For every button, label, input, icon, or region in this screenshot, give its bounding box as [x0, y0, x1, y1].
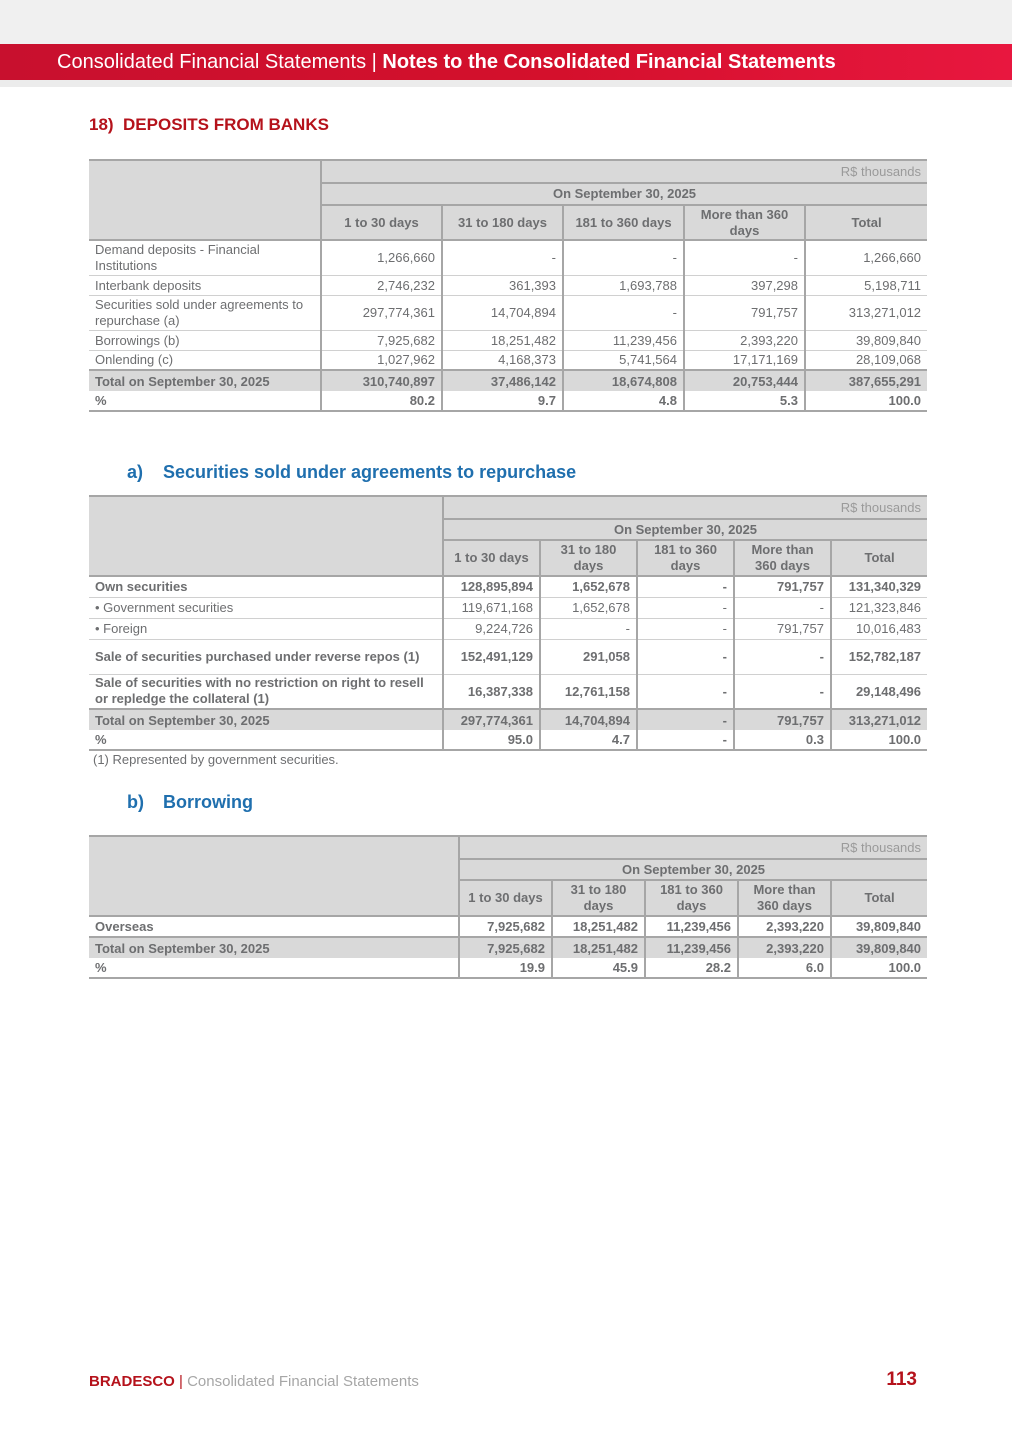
cell-value: 5,741,564 [563, 350, 684, 370]
cell-value: 28.2 [645, 958, 738, 978]
cell-value: 18,251,482 [442, 330, 563, 350]
cell-value: - [637, 618, 734, 639]
header-subsection: Notes to the Consolidated Financial Statements [382, 51, 836, 73]
header-section: Consolidated Financial Statements [57, 51, 367, 73]
cell-value: 4,168,373 [442, 350, 563, 370]
footer-text: Consolidated Financial Statements [187, 1373, 419, 1390]
cell-value: 10,016,483 [831, 618, 927, 639]
cell-value: 1,027,962 [321, 350, 442, 370]
header-separator: | [371, 51, 377, 73]
cell-value: 297,774,361 [321, 295, 442, 330]
cell-value: 14,704,894 [442, 295, 563, 330]
cell-value: 9.7 [442, 391, 563, 411]
cell-value: 11,239,456 [563, 330, 684, 350]
table-row [89, 639, 927, 674]
note-b-heading [127, 792, 253, 813]
cell-value: 20,753,444 [684, 370, 805, 391]
cell-value: 1,652,678 [540, 576, 637, 597]
cell-value: 791,757 [734, 618, 831, 639]
cell-value: 100.0 [831, 958, 927, 978]
row-label: Onlending (c) [95, 352, 174, 368]
row-label: Own securities [95, 579, 188, 595]
borrowing-table [89, 835, 927, 979]
cell-value: 791,757 [734, 576, 831, 597]
total-row [89, 937, 927, 958]
cell-value: - [637, 597, 734, 618]
cell-value: 297,774,361 [443, 709, 540, 730]
row-label: Borrowings (b) [95, 332, 180, 348]
footer-separator: | [179, 1373, 183, 1390]
cell-value: 5,198,711 [805, 275, 927, 295]
column-header: 1 to 30 days [321, 205, 442, 240]
footnote: (1) Represented by government securities. [93, 752, 339, 767]
cell-value: - [684, 240, 805, 275]
column-header: 181 to 360 days [563, 205, 684, 240]
column-header: 31 to 180 days [552, 880, 645, 916]
row-label: % [95, 960, 107, 975]
column-header: Total [831, 540, 927, 576]
cell-value: 11,239,456 [645, 916, 738, 937]
cell-value: 0.3 [734, 730, 831, 750]
cell-value: 39,809,840 [831, 937, 927, 958]
row-label: Overseas [95, 919, 154, 934]
cell-value: 121,323,846 [831, 597, 927, 618]
column-header: 31 to 180 days [442, 205, 563, 240]
cell-value: 37,486,142 [442, 370, 563, 391]
cell-value: 387,655,291 [805, 370, 927, 391]
cell-value: 18,674,808 [563, 370, 684, 391]
cell-value: - [442, 240, 563, 275]
note-b-letter: b) [127, 792, 144, 812]
unit-label: R$ thousands [459, 836, 927, 859]
cell-value: 7,925,682 [459, 916, 552, 937]
column-header: More than 360 days [684, 205, 805, 240]
unit-label: R$ thousands [443, 496, 927, 519]
column-header: More than 360 days [738, 880, 831, 916]
percent-row [89, 958, 927, 978]
cell-value: 14,704,894 [540, 709, 637, 730]
row-label: Securities sold under agreements to repurchase (a) [95, 296, 304, 328]
row-label: % [95, 732, 107, 747]
deposits-table [89, 159, 927, 412]
footer-brand: BRADESCO [89, 1373, 175, 1390]
top-margin [0, 0, 1012, 44]
cell-value: 1,266,660 [321, 240, 442, 275]
cell-value: 2,393,220 [738, 916, 831, 937]
cell-value: 28,109,068 [805, 350, 927, 370]
row-label: Total on September 30, 2025 [89, 937, 459, 958]
cell-value: 5.3 [684, 391, 805, 411]
cell-value: 39,809,840 [805, 330, 927, 350]
table-corner [89, 160, 321, 240]
row-label: Sale of securities with no restriction on right to resell or repledge the collateral (1) [95, 675, 424, 707]
page-footer [89, 1373, 419, 1390]
cell-value: 1,693,788 [563, 275, 684, 295]
cell-value: - [637, 639, 734, 674]
cell-value: 119,671,168 [443, 597, 540, 618]
cell-value: 2,746,232 [321, 275, 442, 295]
row-label: Sale of securities purchased under reverse repos (1) [95, 648, 420, 664]
table-row [89, 674, 927, 709]
cell-value: 18,251,482 [552, 937, 645, 958]
column-header: 1 to 30 days [459, 880, 552, 916]
cell-value: - [637, 709, 734, 730]
note-a-title: Securities sold under agreements to repurchase [163, 462, 577, 482]
note-18-heading [89, 115, 329, 135]
cell-value: 313,271,012 [805, 295, 927, 330]
row-label: Total on September 30, 2025 [89, 370, 321, 391]
cell-value: 12,761,158 [540, 674, 637, 709]
note-a-letter: a) [127, 462, 144, 482]
total-row [89, 709, 927, 730]
table-corner [89, 496, 443, 576]
cell-value: 7,925,682 [321, 330, 442, 350]
cell-value: 4.7 [540, 730, 637, 750]
table-row [89, 597, 927, 618]
table-row [89, 295, 927, 330]
cell-value: 791,757 [734, 709, 831, 730]
period-header: On September 30, 2025 [459, 859, 927, 880]
cell-value: - [734, 597, 831, 618]
cell-value: - [637, 730, 734, 750]
table-row [89, 576, 927, 597]
row-label: Total on September 30, 2025 [89, 709, 443, 730]
column-header: Total [831, 880, 927, 916]
cell-value: 313,271,012 [831, 709, 927, 730]
cell-value: 2,393,220 [684, 330, 805, 350]
cell-value: 6.0 [738, 958, 831, 978]
cell-value: 9,224,726 [443, 618, 540, 639]
note-18-title: DEPOSITS FROM BANKS [123, 115, 329, 134]
row-label: Demand deposits - Financial Institutions [95, 241, 260, 273]
cell-value: 310,740,897 [321, 370, 442, 391]
cell-value: 80.2 [321, 391, 442, 411]
cell-value: 291,058 [540, 639, 637, 674]
cell-value: 152,782,187 [831, 639, 927, 674]
cell-value: 11,239,456 [645, 937, 738, 958]
table-row [89, 240, 927, 275]
note-b-title: Borrowing [163, 792, 253, 812]
table-row [89, 350, 927, 370]
cell-value: 131,340,329 [831, 576, 927, 597]
column-header: 31 to 180 days [540, 540, 637, 576]
page-number: 113 [886, 1369, 917, 1390]
table-row [89, 275, 927, 295]
cell-value: 16,387,338 [443, 674, 540, 709]
table-row [89, 330, 927, 350]
cell-value: 100.0 [831, 730, 927, 750]
period-header: On September 30, 2025 [321, 183, 927, 205]
percent-row [89, 730, 927, 750]
cell-value: - [540, 618, 637, 639]
cell-value: - [637, 674, 734, 709]
header-shadow [0, 80, 1012, 87]
cell-value: 128,895,894 [443, 576, 540, 597]
cell-value: - [563, 295, 684, 330]
column-header: More than 360 days [734, 540, 831, 576]
cell-value: - [734, 674, 831, 709]
percent-row [89, 391, 927, 411]
row-label: • Government securities [95, 600, 234, 615]
column-header: Total [805, 205, 927, 240]
cell-value: 7,925,682 [459, 937, 552, 958]
cell-value: 1,266,660 [805, 240, 927, 275]
table-row [89, 618, 927, 639]
note-18-number: 18) [89, 115, 114, 134]
period-header: On September 30, 2025 [443, 519, 927, 540]
row-label: Interbank deposits [95, 277, 202, 293]
cell-value: 2,393,220 [738, 937, 831, 958]
cell-value: - [734, 639, 831, 674]
total-row [89, 370, 927, 391]
table-row [89, 916, 927, 937]
cell-value: 95.0 [443, 730, 540, 750]
unit-label: R$ thousands [321, 160, 927, 183]
cell-value: 29,148,496 [831, 674, 927, 709]
cell-value: 4.8 [563, 391, 684, 411]
note-a-heading [127, 462, 576, 483]
cell-value: 791,757 [684, 295, 805, 330]
column-header: 181 to 360 days [645, 880, 738, 916]
row-label: % [95, 393, 107, 408]
cell-value: 39,809,840 [831, 916, 927, 937]
cell-value: 152,491,129 [443, 639, 540, 674]
cell-value: 45.9 [552, 958, 645, 978]
page-header-banner [0, 44, 1012, 80]
cell-value: 397,298 [684, 275, 805, 295]
column-header: 181 to 360 days [637, 540, 734, 576]
row-label: • Foreign [95, 621, 148, 636]
cell-value: 19.9 [459, 958, 552, 978]
cell-value: - [637, 576, 734, 597]
cell-value: 100.0 [805, 391, 927, 411]
cell-value: 1,652,678 [540, 597, 637, 618]
table-corner [89, 836, 459, 916]
column-header: 1 to 30 days [443, 540, 540, 576]
cell-value: 17,171,169 [684, 350, 805, 370]
repurchase-table [89, 495, 927, 751]
cell-value: 361,393 [442, 275, 563, 295]
cell-value: - [563, 240, 684, 275]
cell-value: 18,251,482 [552, 916, 645, 937]
